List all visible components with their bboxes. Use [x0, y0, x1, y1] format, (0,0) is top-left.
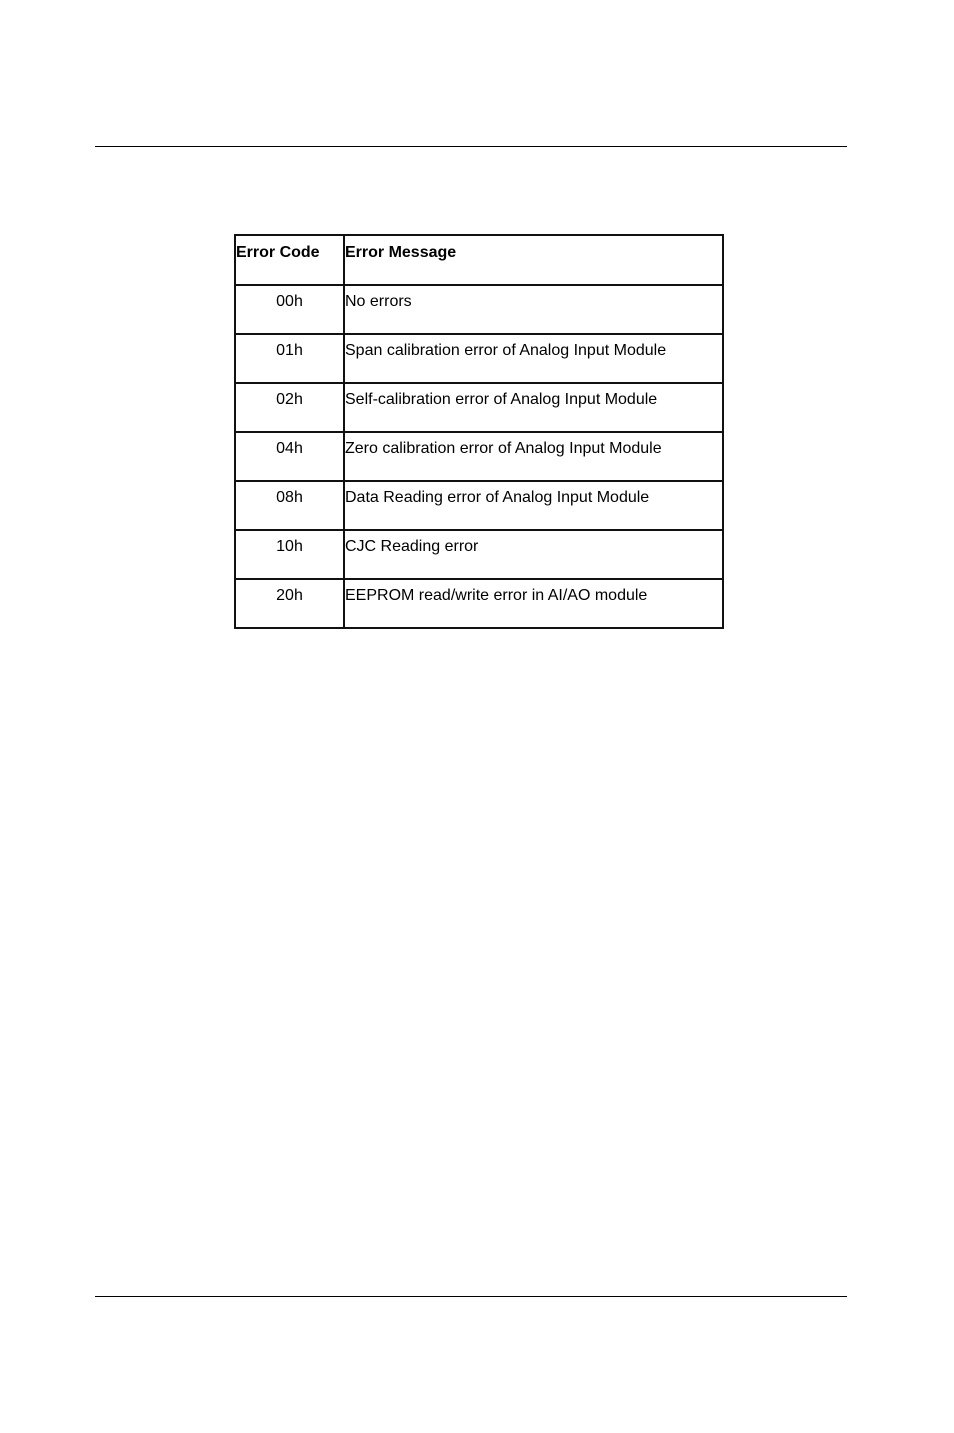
error-code-cell: 08h	[235, 481, 344, 530]
table-row	[235, 285, 723, 334]
table-row	[235, 383, 723, 432]
error-message-cell: Span calibration error of Analog Input Module	[344, 334, 723, 383]
table-header-row	[235, 235, 723, 285]
table-row	[235, 579, 723, 628]
header-rule	[95, 146, 847, 147]
column-header-error-code: Error Code	[235, 235, 344, 285]
table-row	[235, 530, 723, 579]
error-code-cell: 02h	[235, 383, 344, 432]
error-message-cell: EEPROM read/write error in AI/AO module	[344, 579, 723, 628]
table-row	[235, 481, 723, 530]
error-code-cell: 01h	[235, 334, 344, 383]
table-row	[235, 432, 723, 481]
error-message-cell: Zero calibration error of Analog Input Module	[344, 432, 723, 481]
error-code-cell: 00h	[235, 285, 344, 334]
column-header-error-message: Error Message	[344, 235, 723, 285]
table-row	[235, 334, 723, 383]
error-code-table	[234, 234, 724, 629]
error-message-cell: No errors	[344, 285, 723, 334]
footer-rule	[95, 1296, 847, 1297]
error-code-cell: 10h	[235, 530, 344, 579]
error-code-cell: 20h	[235, 579, 344, 628]
error-message-cell: CJC Reading error	[344, 530, 723, 579]
error-code-cell: 04h	[235, 432, 344, 481]
error-message-cell: Data Reading error of Analog Input Module	[344, 481, 723, 530]
error-message-cell: Self-calibration error of Analog Input Module	[344, 383, 723, 432]
